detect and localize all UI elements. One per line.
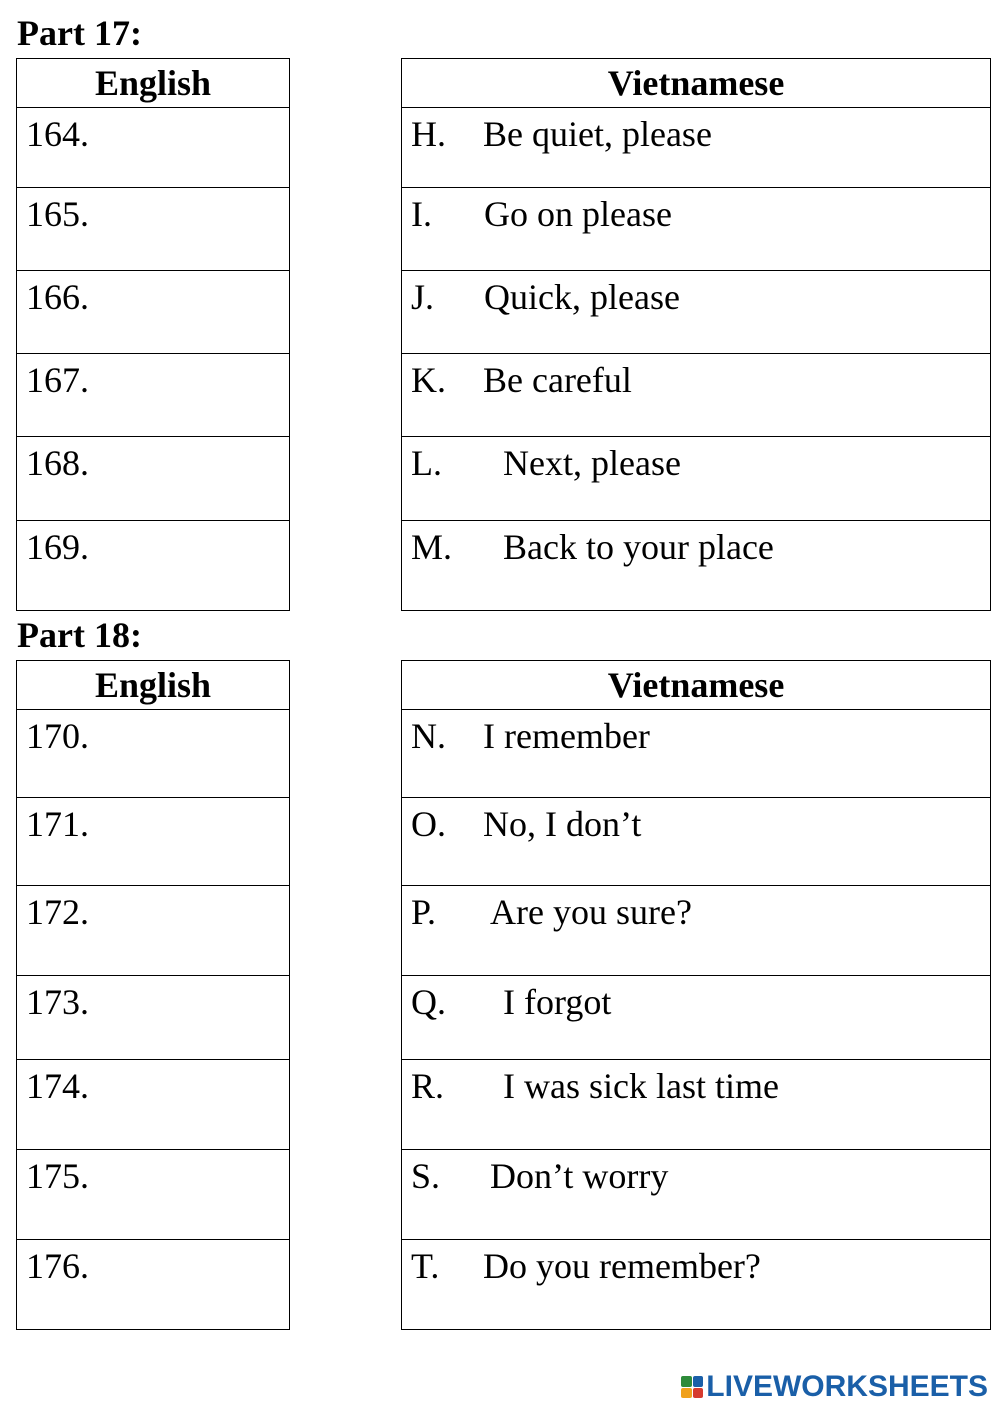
option-text: Go on please [484, 194, 672, 234]
vietnamese-option [402, 188, 991, 271]
option-letter: R. [411, 1066, 445, 1106]
english-answer-cell[interactable] [17, 108, 290, 188]
item-number: 171. [26, 804, 89, 844]
vietnamese-option [402, 1240, 991, 1330]
option-letter: T. [411, 1246, 440, 1286]
vietnamese-header: Vietnamese [402, 661, 991, 710]
english-answer-cell[interactable] [17, 976, 290, 1060]
part-18-vietnamese-table [401, 660, 991, 1330]
english-header: English [17, 661, 290, 710]
english-answer-cell[interactable] [17, 521, 290, 611]
option-text: Are you sure? [490, 892, 692, 932]
liveworksheets-logo-icon [681, 1376, 703, 1398]
item-number: 176. [26, 1246, 89, 1286]
english-answer-cell[interactable] [17, 188, 290, 271]
item-number: 164. [26, 114, 89, 154]
vietnamese-option [402, 271, 991, 354]
item-number: 167. [26, 360, 89, 400]
item-number: 169. [26, 527, 89, 567]
english-answer-cell[interactable] [17, 354, 290, 437]
option-letter: L. [411, 443, 442, 483]
vietnamese-option [402, 437, 991, 521]
vietnamese-option [402, 976, 991, 1060]
option-text: Back to your place [503, 527, 774, 567]
vietnamese-option [402, 710, 991, 798]
logo-text: LIVEWORKSHEETS [706, 1370, 988, 1403]
part-17-english-table [16, 58, 290, 611]
option-letter: Q. [411, 982, 446, 1022]
option-text: Next, please [503, 443, 681, 483]
english-answer-cell[interactable] [17, 886, 290, 976]
option-text: Be careful [483, 360, 632, 400]
part-18-title: Part 18: [17, 615, 142, 655]
option-text: I remember [483, 716, 650, 756]
item-number: 174. [26, 1066, 89, 1106]
option-text: Do you remember? [483, 1246, 761, 1286]
option-letter: J. [411, 277, 435, 317]
option-letter: S. [411, 1156, 441, 1196]
vietnamese-option [402, 1150, 991, 1240]
vietnamese-option [402, 521, 991, 611]
option-text: Be quiet, please [483, 114, 712, 154]
item-number: 166. [26, 277, 89, 317]
english-answer-cell[interactable] [17, 271, 290, 354]
vietnamese-option [402, 354, 991, 437]
option-text: I was sick last time [503, 1066, 779, 1106]
part-17-vietnamese-table [401, 58, 991, 611]
item-number: 172. [26, 892, 89, 932]
option-letter: I. [411, 194, 432, 234]
item-number: 165. [26, 194, 89, 234]
vietnamese-option [402, 1060, 991, 1150]
item-number: 175. [26, 1156, 89, 1196]
part-18-english-table [16, 660, 290, 1330]
english-answer-cell[interactable] [17, 1150, 290, 1240]
vietnamese-option [402, 108, 991, 188]
english-answer-cell[interactable] [17, 1060, 290, 1150]
english-header: English [17, 59, 290, 108]
option-text: No, I don’t [483, 804, 642, 844]
option-letter: P. [411, 892, 437, 932]
vietnamese-option [402, 886, 991, 976]
option-letter: O. [411, 804, 446, 844]
item-number: 173. [26, 982, 89, 1022]
option-letter: M. [411, 527, 453, 567]
liveworksheets-logo[interactable] [681, 1370, 988, 1404]
english-answer-cell[interactable] [17, 798, 290, 886]
option-letter: H. [411, 114, 446, 154]
option-text: I forgot [503, 982, 612, 1022]
item-number: 170. [26, 716, 89, 756]
english-answer-cell[interactable] [17, 437, 290, 521]
part-17-title: Part 17: [17, 13, 142, 53]
option-text: Quick, please [484, 277, 680, 317]
vietnamese-header: Vietnamese [402, 59, 991, 108]
english-answer-cell[interactable] [17, 710, 290, 798]
option-letter: N. [411, 716, 446, 756]
item-number: 168. [26, 443, 89, 483]
option-text: Don’t worry [490, 1156, 669, 1196]
vietnamese-option [402, 798, 991, 886]
option-letter: K. [411, 360, 446, 400]
english-answer-cell[interactable] [17, 1240, 290, 1330]
